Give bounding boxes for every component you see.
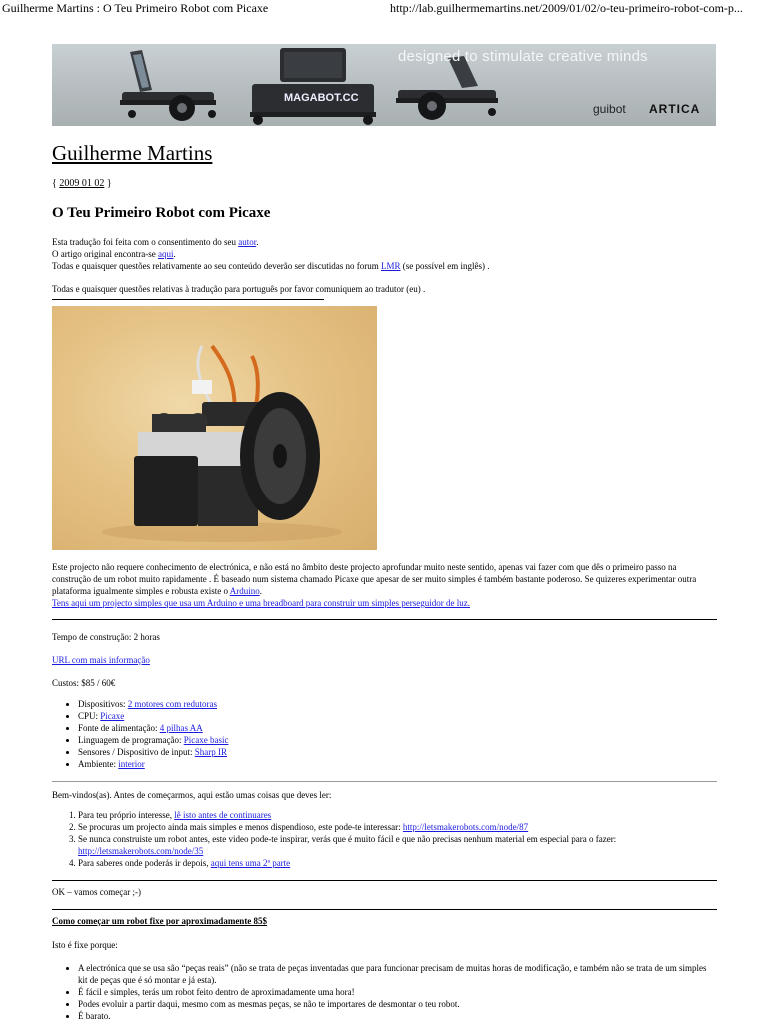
list-item: • Sensores / Dispositivo de input: Sharp IR [78,746,708,758]
robot-illustration [248,46,378,126]
cost: Custos: $85 / 60€ [52,678,116,688]
list-item: 4. Para saberes onde poderás ir depois, aqui tens uma 2ª parte [78,857,718,869]
arduino-link[interactable]: Arduino [229,586,260,596]
post-title: O Teu Primeiro Robot com Picaxe [52,205,271,221]
list-item: • Dispositivos: 2 motores com redutoras [78,698,708,710]
list-item: 1. Para teu próprio interesse, lê isto antes de continuares [78,809,718,821]
author-link[interactable]: autor [238,237,257,247]
site-title[interactable]: Guilherme Martins [52,141,213,165]
list-item: • Podes evoluir a partir daqui, mesmo com as mesmas peças, se não te importares de desmontar o teu robot. [78,998,718,1010]
list-item: • Fonte de alimentação: 4 pilhas AA [78,722,708,734]
post-date: { 2009 01 02 } [52,178,112,189]
specs-list [52,698,708,770]
artica-logo: ARTICA [649,102,701,116]
lmr-forum-link[interactable]: LMR [381,261,401,271]
list-item: 2. Se procuras um projecto ainda mais simples e menos dispendioso, este pode-te interessar: http://letsmakerobots.com/node/87 [78,821,718,833]
print-page-title: Guilherme Martins : O Teu Primeiro Robot com Picaxe [2,1,269,15]
motors-link[interactable]: 2 motores com redutoras [127,699,217,709]
environment-link[interactable]: interior [118,759,145,769]
divider [52,781,717,782]
sharp-ir-link[interactable]: Sharp IR [194,747,227,757]
banner-tagline: designed to stimulate creative minds [398,48,648,65]
node-35-link[interactable]: http://letsmakerobots.com/node/35 [78,846,204,856]
list-item: • É fácil e simples, terás um robot feito dentro de aproximadamente uma hora! [78,986,718,998]
list-item: • CPU: Picaxe [78,710,708,722]
intro-paragraph: Esta tradução foi feita com o consentimento do seu autor. O artigo original encontra-se aqui. Todas e quaisquer questões relativamente ao seu conteúdo deverão ser discutidas no forum LMR (se possível em inglês) . [52,237,490,271]
divider [52,909,717,910]
list-item: • Ambiente: interior [78,758,708,770]
divider [52,880,717,881]
reading-list [52,809,718,869]
print-page-url: http://lab.guilhermemartins.net/2009/01/02/o-teu-primeiro-robot-com-p... [390,1,743,15]
more-info-link[interactable]: URL com mais informação [52,655,150,665]
translation-note: Todas e quaisquer questões relativas à tradução para português por favor comuniquem ao tradutor (eu) . [52,284,426,294]
banner-product-label: MAGABOT.CC [284,92,359,104]
part-two-link[interactable]: aqui tens uma 2ª parte [210,858,291,868]
light-follower-project-link[interactable]: Tens aqui um projecto simples que usa um Arduino e uma breadboard para construir um simples perseguidor de luz. [52,598,471,608]
list-item: • Linguagem de programação: Picaxe basic [78,734,708,746]
read-first-link[interactable]: lê isto antes de continuares [174,810,272,820]
print-header [0,0,768,18]
build-time: Tempo de construção: 2 horas [52,632,160,642]
ok-line: OK – vamos começar ;-) [52,887,141,897]
project-description: Este projecto não requere conhecimento de electrónica, e não está no âmbito deste projecto aprofundar muito neste sentido, apenas vai fazer com que dês o primeiro passo na construção de um robot muito rapidamente . É baseado num sistema chamado Picaxe que apesar de ser muito simples é também bastante poderoso. Se quizeres experimentar outra plataforma igualmente simples e robusta existe o Arduino. Tens aqui um projecto simples que usa um Arduino e uma breadboard para construir um simples perseguidor de luz. [52,562,697,608]
site-banner[interactable] [52,44,716,126]
list-item: 3. Se nunca construiste um robot antes, este video pode-te inspirar, verás que é muito fácil e que não precisas nenhum material em especial para o fazer: http://letsmakerobots.com/node/35 [78,833,718,857]
picaxe-basic-link[interactable]: Picaxe basic [183,735,229,745]
reasons-list [52,962,718,1022]
divider [52,299,324,300]
picaxe-link[interactable]: Picaxe [100,711,125,721]
list-item: • É barato. [78,1010,718,1022]
section-heading: Como começar um robot fixe por aproximadamente 85$ [52,916,268,926]
original-article-link[interactable]: aqui [157,249,174,259]
welcome-text: Bem-vindos(as). Antes de começarmos, aqui estão umas coisas que deves ler: [52,790,332,800]
divider [52,619,717,620]
list-item: • A electrónica que se usa são “peças reais” (não se trata de peças inventadas que para funcionar precisam de muitas horas de modificação, e também não se trata de um simples kit de peças que é só montar e já esta). [78,962,718,986]
why-intro: Isto é fixe porque: [52,940,118,950]
robot-illustration [112,48,222,124]
guibot-logo: guibot [593,102,626,116]
node-87-link[interactable]: http://letsmakerobots.com/node/87 [402,822,529,832]
robot-photo [52,306,377,550]
more-info [52,654,712,666]
post-date-link[interactable]: 2009 01 02 [59,178,105,189]
batteries-link[interactable]: 4 pilhas AA [159,723,203,733]
